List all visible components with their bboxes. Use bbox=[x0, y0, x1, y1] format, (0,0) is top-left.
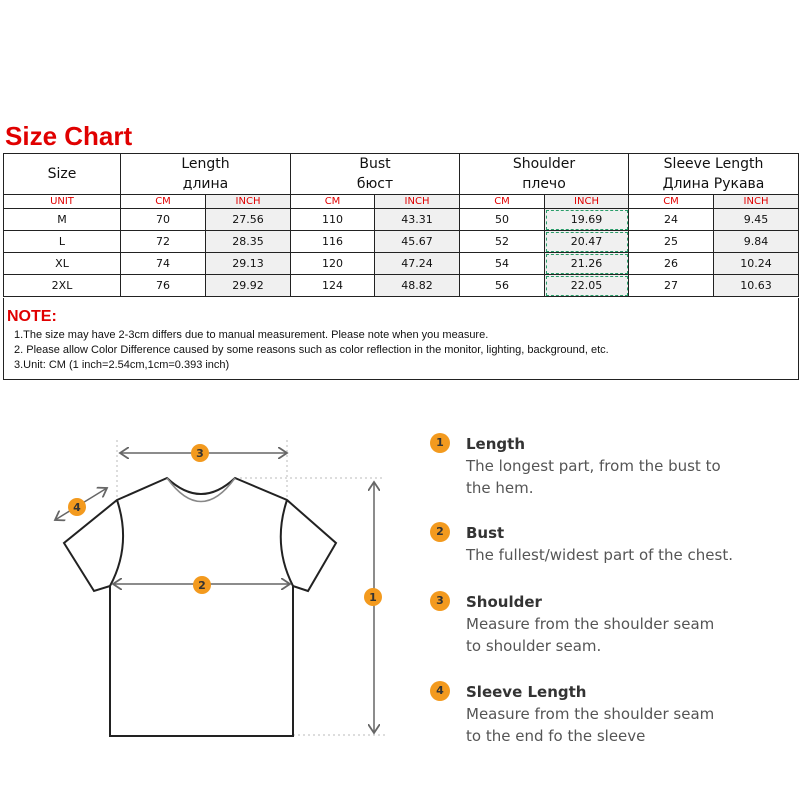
badge-3-text: 3 bbox=[196, 447, 204, 460]
legend-item-shoulder bbox=[430, 591, 714, 657]
value-cell: 10.24 bbox=[714, 253, 799, 275]
unit-inch: INCH bbox=[375, 195, 460, 209]
legend-desc: The longest part, from the bust to bbox=[466, 457, 721, 475]
value-cell: 22.05 bbox=[545, 275, 629, 297]
size-cell: M bbox=[4, 209, 121, 231]
value-cell: 124 bbox=[291, 275, 375, 297]
value-cell: 74 bbox=[121, 253, 206, 275]
value-cell: 21.26 bbox=[545, 253, 629, 275]
badge-4-text: 4 bbox=[73, 501, 81, 514]
value-cell: 70 bbox=[121, 209, 206, 231]
unit-cm: CM bbox=[121, 195, 206, 209]
value-cell: 120 bbox=[291, 253, 375, 275]
legend-title: Bust bbox=[466, 524, 505, 542]
unit-inch: INCH bbox=[206, 195, 291, 209]
legend-title: Length bbox=[466, 435, 525, 453]
unit-label: UNIT bbox=[4, 195, 121, 209]
unit-cm: CM bbox=[629, 195, 714, 209]
unit-cm: CM bbox=[291, 195, 375, 209]
value-cell: 29.92 bbox=[206, 275, 291, 297]
value-cell: 28.35 bbox=[206, 231, 291, 253]
legend-desc: to the end fo the sleeve bbox=[466, 727, 646, 745]
header-sleeve: Sleeve Length Длина Рукава bbox=[629, 154, 799, 195]
value-cell: 47.24 bbox=[375, 253, 460, 275]
size-cell: XL bbox=[4, 253, 121, 275]
badge-1-text: 1 bbox=[369, 591, 377, 604]
value-cell: 9.45 bbox=[714, 209, 799, 231]
value-cell: 52 bbox=[460, 231, 545, 253]
number-badge: 2 bbox=[430, 522, 450, 542]
value-cell: 45.67 bbox=[375, 231, 460, 253]
value-cell: 110 bbox=[291, 209, 375, 231]
legend-item-bust bbox=[430, 522, 733, 566]
number-badge: 1 bbox=[430, 433, 450, 453]
legend-desc: Measure from the shoulder seam bbox=[466, 705, 715, 723]
value-cell: 20.47 bbox=[545, 231, 629, 253]
value-cell: 29.13 bbox=[206, 253, 291, 275]
legend-desc: The fullest/widest part of the chest. bbox=[466, 546, 734, 564]
note-line: 3.Unit: CM (1 inch=2.54cm,1cm=0.393 inch) bbox=[14, 359, 230, 371]
note-title: NOTE: bbox=[7, 308, 57, 325]
legend-item-length bbox=[430, 433, 721, 499]
number-badge: 3 bbox=[430, 591, 450, 611]
header-bust: Bust бюст bbox=[291, 154, 460, 195]
number-badge: 4 bbox=[430, 681, 450, 701]
page-title: Size Chart bbox=[5, 121, 133, 151]
legend-item-sleeve-length bbox=[430, 681, 714, 747]
value-cell: 10.63 bbox=[714, 275, 799, 297]
value-cell: 27.56 bbox=[206, 209, 291, 231]
value-cell: 25 bbox=[629, 231, 714, 253]
value-cell: 54 bbox=[460, 253, 545, 275]
value-cell: 19.69 bbox=[545, 209, 629, 231]
size-cell: 2XL bbox=[4, 275, 121, 297]
value-cell: 72 bbox=[121, 231, 206, 253]
value-cell: 9.84 bbox=[714, 231, 799, 253]
value-cell: 116 bbox=[291, 231, 375, 253]
legend-desc: the hem. bbox=[466, 479, 534, 497]
value-cell: 24 bbox=[629, 209, 714, 231]
value-cell: 50 bbox=[460, 209, 545, 231]
header-shoulder: Shoulder плечо bbox=[460, 154, 629, 195]
unit-inch: INCH bbox=[545, 195, 629, 209]
value-cell: 48.82 bbox=[375, 275, 460, 297]
size-cell: L bbox=[4, 231, 121, 253]
header-size: Size bbox=[4, 154, 121, 195]
value-cell: 27 bbox=[629, 275, 714, 297]
legend-title: Sleeve Length bbox=[466, 683, 587, 701]
tshirt-outline bbox=[64, 478, 336, 736]
note-line: 2. Please allow Color Difference caused by some reasons such as color reflection in the monitor, lighting, background, etc. bbox=[14, 344, 609, 356]
header-length: Length длина bbox=[121, 154, 291, 195]
value-cell: 76 bbox=[121, 275, 206, 297]
legend-desc: Measure from the shoulder seam bbox=[466, 615, 715, 633]
value-cell: 56 bbox=[460, 275, 545, 297]
value-cell: 26 bbox=[629, 253, 714, 275]
value-cell: 43.31 bbox=[375, 209, 460, 231]
legend-title: Shoulder bbox=[466, 593, 542, 611]
legend-desc: to shoulder seam. bbox=[466, 637, 602, 655]
unit-inch: INCH bbox=[714, 195, 799, 209]
badge-2-text: 2 bbox=[198, 579, 206, 592]
note-line: 1.The size may have 2-3cm differs due to manual measurement. Please note when you measure. bbox=[14, 329, 489, 341]
unit-cm: CM bbox=[460, 195, 545, 209]
